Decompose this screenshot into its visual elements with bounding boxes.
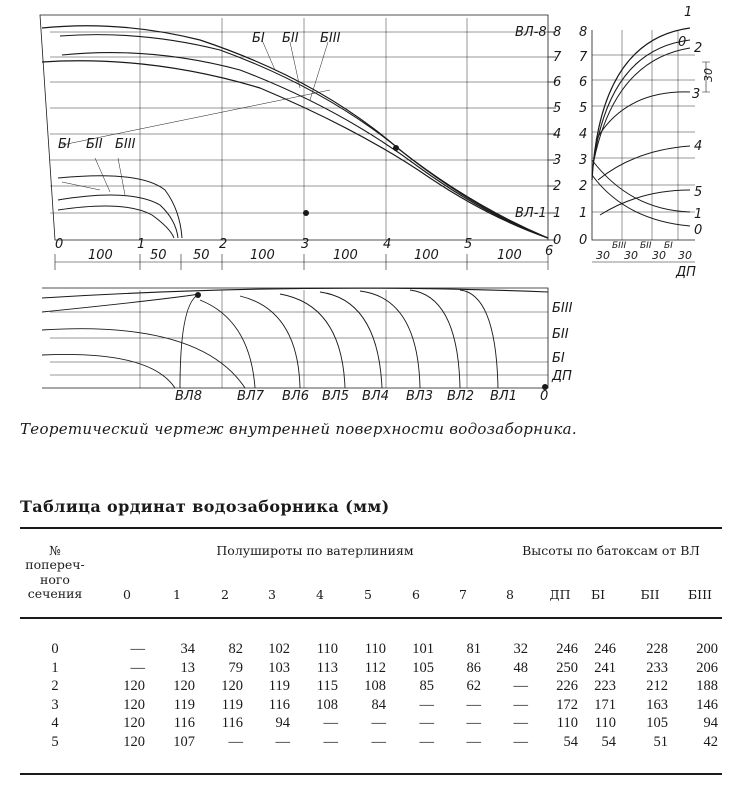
section-bottom-dim: 30 xyxy=(596,249,610,262)
marker-point xyxy=(303,210,309,216)
bottom-waterline-label: ВЛ6 xyxy=(282,389,309,404)
table-cell: 116 xyxy=(268,696,290,713)
table-cell: 81 xyxy=(466,641,481,657)
section-bottom-dim: 30 xyxy=(678,249,692,262)
table-cell: 200 xyxy=(696,641,718,657)
table-cell: 54 xyxy=(601,733,616,750)
column-header: 0 xyxy=(123,587,131,602)
table-cell: — xyxy=(419,715,434,731)
table-cell: 120 xyxy=(123,715,145,731)
dimension-value: 100 xyxy=(414,248,439,263)
table-cell: 86 xyxy=(466,659,481,676)
column-header: 5 xyxy=(364,587,372,602)
vl3-curve xyxy=(360,291,420,388)
table-cell: — xyxy=(130,659,145,676)
section-dp-label: ДП xyxy=(676,265,696,280)
table-cell: — xyxy=(323,733,338,750)
table-cell: — xyxy=(466,733,481,750)
section-scale-label: 3 xyxy=(579,153,588,168)
vl5-curve xyxy=(280,294,345,388)
section-frame xyxy=(592,30,695,240)
table-cell: 112 xyxy=(364,659,386,676)
table-cell: 13 xyxy=(180,659,195,676)
section-curve-label: 2 xyxy=(694,41,703,56)
station-label: 5 xyxy=(464,237,473,252)
waterline-label: 1 xyxy=(553,206,562,221)
table-cell: 241 xyxy=(594,659,616,676)
station-label: 4 xyxy=(383,237,392,252)
table-cell: 223 xyxy=(594,678,616,694)
station-label: 0 xyxy=(55,237,64,252)
table-cell: 82 xyxy=(228,641,243,657)
left-curve-2 xyxy=(58,195,178,238)
table-cell: 110 xyxy=(316,641,338,657)
table-cell: 102 xyxy=(268,641,290,657)
table-cell: 108 xyxy=(364,678,386,694)
table-cell: 116 xyxy=(221,715,243,731)
station-label: 6 xyxy=(545,244,554,259)
section-curve-label: 1 xyxy=(694,207,703,222)
row-section-label: 5 xyxy=(51,733,59,750)
station-label: 1 xyxy=(137,237,146,252)
section-curve-0 xyxy=(592,40,690,175)
table-cell: 206 xyxy=(696,659,718,676)
section-grid-h xyxy=(592,55,695,212)
table-cell: 54 xyxy=(563,733,578,750)
top-grid-horizontal xyxy=(50,32,548,213)
table-cell: 120 xyxy=(123,678,145,694)
table-cell: 246 xyxy=(556,641,578,657)
table-cell: 105 xyxy=(646,715,668,731)
table-cell: 79 xyxy=(228,659,243,676)
section-buttock-label: БI xyxy=(664,241,673,251)
section-curve-label: 0 xyxy=(694,223,703,238)
table-cell: — xyxy=(513,733,528,750)
table-cell: 120 xyxy=(173,678,195,694)
dimension-value: 100 xyxy=(333,248,358,263)
table-cell: — xyxy=(513,678,528,694)
figure-caption: Теоретический чертеж внутренней поверхности водозаборника. xyxy=(20,420,577,438)
section-curve-label: 3 xyxy=(692,87,701,102)
table-cell: 94 xyxy=(703,715,718,731)
bottom-grid-vertical xyxy=(140,290,467,388)
column-header: 7 xyxy=(459,587,467,602)
table-cell: — xyxy=(275,733,290,750)
waterline-label: 4 xyxy=(553,127,562,142)
section-curve-3 xyxy=(596,92,690,140)
table-cell: 228 xyxy=(646,641,668,657)
table-cell: — xyxy=(513,715,528,731)
bottom-waterline-label: ВЛ3 xyxy=(406,389,433,404)
bottom-buttock-label: БII xyxy=(552,327,569,342)
dimension-value: 50 xyxy=(150,248,167,263)
column-header: 3 xyxy=(268,587,276,602)
table-cell: — xyxy=(130,641,145,657)
table-cell: — xyxy=(371,733,386,750)
table-cell: 108 xyxy=(316,696,338,713)
section-curve-label: 1 xyxy=(684,5,693,20)
column-header: БII xyxy=(640,587,660,602)
top-grid-vertical xyxy=(140,18,467,240)
table-cell: 110 xyxy=(594,715,616,731)
table-bottom-rule xyxy=(20,773,722,775)
row-section-label: 0 xyxy=(51,641,59,657)
waterline-label: 2 xyxy=(553,179,562,194)
section-scale-label: 2 xyxy=(579,179,588,194)
buttock-label: БIII xyxy=(115,137,136,152)
section-scale-label: 1 xyxy=(579,206,588,221)
table-cell: — xyxy=(513,696,528,713)
buttock-label: БI xyxy=(252,31,265,46)
bottom-waterline-label: ВЛ4 xyxy=(362,389,389,404)
table-cell: 226 xyxy=(556,678,578,694)
table-cell: 119 xyxy=(173,696,195,713)
section-curve-4 xyxy=(598,146,690,180)
section-buttock-label: БII xyxy=(640,241,652,251)
table-cell: 34 xyxy=(180,641,195,657)
section-dim-label: 30 xyxy=(702,68,715,82)
left-curve-3 xyxy=(58,206,174,238)
section-curve-1 xyxy=(592,28,690,180)
table-cell: 110 xyxy=(364,641,386,657)
column-header: 4 xyxy=(316,587,324,602)
table-cell: 32 xyxy=(513,641,528,657)
table-cell: 85 xyxy=(419,678,434,694)
bottom-waterline-label: ВЛ8 xyxy=(175,389,202,404)
bottom-waterline-label: 0 xyxy=(540,389,549,404)
table-cell: — xyxy=(323,715,338,731)
bottom-curve-c xyxy=(42,354,175,388)
table-cell: 51 xyxy=(653,733,668,750)
table-cell: — xyxy=(419,696,434,713)
heights-group-header: Высоты по батоксам от ВЛ xyxy=(522,543,700,558)
section-scale-label: 7 xyxy=(579,50,588,65)
table-cell: 107 xyxy=(173,733,195,750)
section-curve-label: 0 xyxy=(678,35,687,50)
section-scale-label: 5 xyxy=(579,101,588,116)
table-cell: 115 xyxy=(316,678,338,694)
table-cell: 42 xyxy=(703,733,718,750)
table-cell: 119 xyxy=(268,678,290,694)
column-header: БIII xyxy=(688,587,712,602)
vl1-curve xyxy=(460,290,498,388)
bottom-buttock-label: БIII xyxy=(552,301,573,316)
vl4-curve xyxy=(320,292,382,388)
bottom-curve-b xyxy=(42,329,245,388)
section-scale-label: 4 xyxy=(579,127,588,142)
table-cell: 62 xyxy=(466,678,481,694)
table-cell: 120 xyxy=(123,733,145,750)
table-cell: 172 xyxy=(556,696,578,713)
table-cell: 94 xyxy=(275,715,290,731)
buttock-label: БII xyxy=(86,137,103,152)
dimension-value: 100 xyxy=(497,248,522,263)
table-cell: 113 xyxy=(316,659,338,676)
table-cell: — xyxy=(466,696,481,713)
row-section-label: 3 xyxy=(51,696,59,713)
table-cell: 101 xyxy=(412,641,434,657)
table-cell: 110 xyxy=(556,715,578,731)
marker-point xyxy=(393,145,399,151)
table-cell: 171 xyxy=(594,696,616,713)
column-header: БI xyxy=(590,587,606,602)
table-cell: 116 xyxy=(173,715,195,731)
vl8-label: ВЛ-8 xyxy=(515,25,547,40)
table-header-rule xyxy=(20,617,722,619)
row-section-label: 4 xyxy=(51,715,59,731)
table-cell: — xyxy=(228,733,243,750)
section-scale-label: 8 xyxy=(579,25,588,40)
waterline-label: 6 xyxy=(553,75,562,90)
bottom-waterline-label: ВЛ2 xyxy=(447,389,474,404)
column-header: ДП xyxy=(549,587,571,602)
waterline-label: 3 xyxy=(553,153,562,168)
bottom-waterline-label: ВЛ1 xyxy=(490,389,517,404)
vl1-label: ВЛ-1 xyxy=(515,206,547,221)
buttock-label: БII xyxy=(282,31,299,46)
waterline-label: 5 xyxy=(553,101,562,116)
section-curve-1b xyxy=(592,160,690,212)
table-cell: 246 xyxy=(594,641,616,657)
vl8-curve xyxy=(180,294,200,388)
vl2-curve xyxy=(410,290,460,388)
table-cell: 120 xyxy=(123,696,145,713)
table-top-rule xyxy=(20,527,722,529)
section-scale-label: 6 xyxy=(579,75,588,90)
bottom-grid xyxy=(50,312,548,375)
marker-point xyxy=(195,292,201,298)
table-cell: — xyxy=(466,715,481,731)
bottom-curve-top xyxy=(42,288,548,298)
column-header: 6 xyxy=(412,587,420,602)
table-cell: 212 xyxy=(646,678,668,694)
table-cell: — xyxy=(371,715,386,731)
halfwidths-group-header: Полушироты по ватерлиниям xyxy=(216,543,414,558)
table-cell: 146 xyxy=(696,696,718,713)
row-section-label: 2 xyxy=(51,678,59,694)
table-cell: 48 xyxy=(513,659,528,676)
bottom-buttock-label: БI xyxy=(552,351,565,366)
table-cell: 233 xyxy=(646,659,668,676)
buttock-label: БI xyxy=(58,137,71,152)
dimension-value: 50 xyxy=(193,248,210,263)
section-buttock-label: БIII xyxy=(612,241,627,251)
table-cell: 120 xyxy=(221,678,243,694)
station-label: 2 xyxy=(219,237,228,252)
section-bottom-dim: 30 xyxy=(624,249,638,262)
table-cell: 84 xyxy=(371,696,386,713)
waterline-label: 7 xyxy=(553,50,562,65)
section-curve-label: 5 xyxy=(694,185,703,200)
table-cell: 119 xyxy=(221,696,243,713)
section-scale-label: 0 xyxy=(579,233,588,248)
section-curve-label: 4 xyxy=(694,139,703,154)
table-cell: 250 xyxy=(556,659,578,676)
vl6-curve xyxy=(240,296,300,388)
bottom-waterline-label: ВЛ7 xyxy=(237,389,264,404)
column-header: 1 xyxy=(173,587,181,602)
table-cell: 105 xyxy=(412,659,434,676)
dimension-value: 100 xyxy=(88,248,113,263)
station-label: 3 xyxy=(301,237,310,252)
table-cell: 188 xyxy=(696,678,718,694)
table-title: Таблица ординат водозаборника (мм) xyxy=(20,497,390,516)
waterline-label: 0 xyxy=(553,233,562,248)
buttock-label: БIII xyxy=(320,31,341,46)
section-column-header: № попереч- ного сечения xyxy=(25,543,85,602)
row-section-label: 1 xyxy=(51,659,59,676)
table-cell: 103 xyxy=(268,659,290,676)
bottom-buttock-label: ДП xyxy=(552,369,572,384)
table-cell: — xyxy=(419,733,434,750)
bottom-waterline-label: ВЛ5 xyxy=(322,389,349,404)
column-header: 8 xyxy=(506,587,514,602)
dimension-value: 100 xyxy=(250,248,275,263)
waterline-label: 8 xyxy=(553,25,562,40)
top-leaders xyxy=(262,40,328,100)
table-cell: 163 xyxy=(646,696,668,713)
section-bottom-dim: 30 xyxy=(652,249,666,262)
column-header: 2 xyxy=(221,587,229,602)
